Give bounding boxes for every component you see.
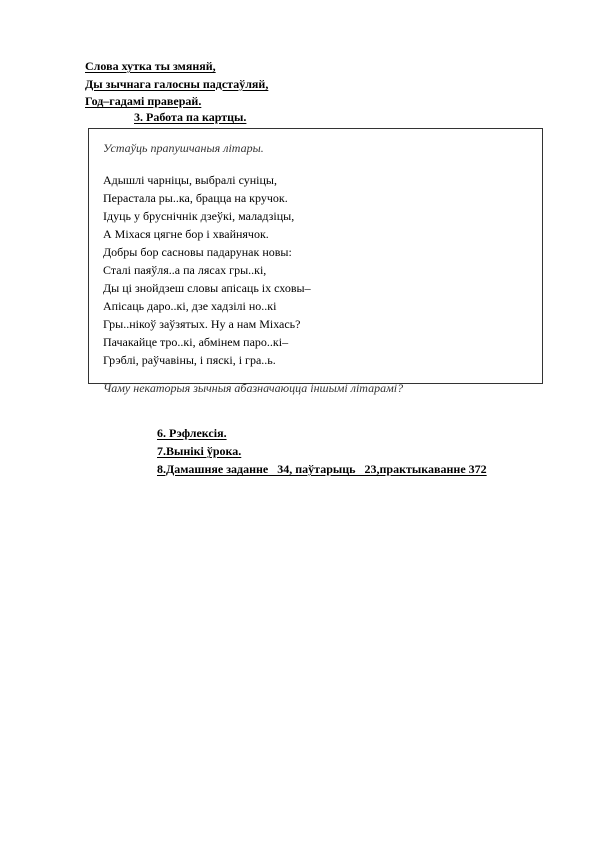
poem-line: Ды ці знойдзеш словы апісаць іх сховы– bbox=[103, 281, 311, 295]
exercise-card-content bbox=[103, 139, 532, 397]
homework-item: 8.Дамашняе заданне 34, паўтарыць 23,практыкаванне 372 bbox=[157, 462, 487, 476]
reflection-item: 6. Рэфлексія. bbox=[157, 426, 227, 440]
card-question: Чаму некаторыя зычныя абазначаюцца іншымі літарамі? bbox=[103, 381, 404, 395]
poem-line: Грэблі, раўчавіны, і пяскі, і гра..ь. bbox=[103, 353, 276, 367]
intro-line: Слова хутка ты змяняй, bbox=[85, 59, 216, 73]
intro-line: Ды зычнага галосны падстаўляй, bbox=[85, 76, 269, 91]
poem-line: А Міхася цягне бор і хвайнячок. bbox=[103, 227, 269, 241]
card-instruction: Устаўць прапушчаныя літары. bbox=[103, 141, 264, 155]
intro-line: Год–гадамі праверай. bbox=[85, 94, 202, 108]
lesson-closing bbox=[157, 424, 487, 478]
poem-line: Пачакайце тро..кі, абмінем паро..кі– bbox=[103, 335, 289, 349]
intro-rhyme bbox=[85, 58, 268, 111]
poem-line: Апісаць даро..кі, дзе хадзілі но..кі bbox=[103, 299, 277, 313]
poem-line: Адышлі чарніцы, выбралі суніцы, bbox=[103, 173, 277, 187]
poem-line: Сталі паяўля..а па лясах гры..кі, bbox=[103, 263, 267, 277]
poem-line: Перастала ры..ка, браццa на кручок. bbox=[103, 191, 288, 205]
section-heading: 3. Работа па картцы. bbox=[134, 110, 247, 124]
poem-line: Ідуць у бруснічнік дзеўкі, маладзіцы, bbox=[103, 209, 295, 223]
poem-line: Гры..нікоў заўзятых. Ну а нам Міхась? bbox=[103, 317, 301, 331]
poem-line: Добры бор сасновы падарунак новы: bbox=[103, 245, 292, 259]
lesson-results-item: 7.Вынікі ўрока. bbox=[157, 444, 242, 458]
exercise-card bbox=[88, 128, 543, 395]
